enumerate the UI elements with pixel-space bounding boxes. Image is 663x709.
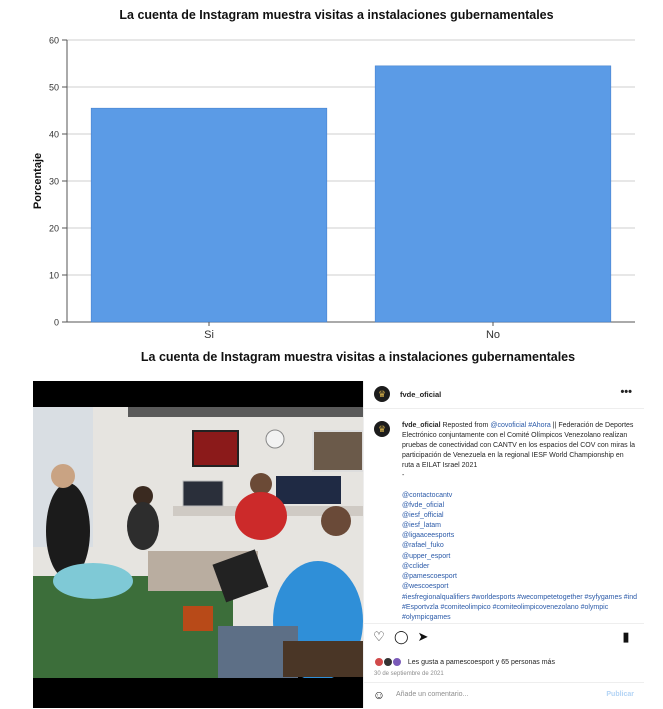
- likes-text: Les gusta a pamescoesport y 65 personas más: [407, 658, 555, 666]
- heart-icon[interactable]: ♡: [373, 629, 385, 644]
- emoji-icon[interactable]: ☺: [372, 688, 386, 702]
- mention-link[interactable]: @rafael_fuko: [402, 542, 444, 550]
- bar: [375, 66, 611, 322]
- mention-link[interactable]: @iesf_official: [402, 512, 444, 520]
- instagram-post: [33, 381, 643, 708]
- caption-username[interactable]: fvde_oficial: [402, 422, 441, 429]
- mention-link[interactable]: @ligaaceesports: [402, 532, 455, 540]
- mention-link[interactable]: @pamescoesport: [402, 572, 457, 580]
- chart-title: La cuenta de Instagram muestra visitas a instalaciones gubernamentales: [119, 8, 554, 22]
- y-tick-label: 10: [48, 270, 59, 281]
- y-tick-label: 40: [48, 129, 59, 140]
- hashtag-list[interactable]: #iesfregionalqualifiers #worldesports #wecompetetogether #syfygames #ind #Esportvzla #comiteolimpico #comiteolimpicovenezolano #olympic #olympicgames: [402, 594, 638, 621]
- caption-prefix: Reposted from: [442, 422, 489, 429]
- x-tick-label: No: [485, 329, 501, 341]
- comment-input[interactable]: Añade un comentario...: [396, 691, 469, 698]
- caption-mention[interactable]: @covoficial: [490, 422, 527, 429]
- post-panel: [363, 381, 644, 708]
- mention-link[interactable]: @upper_esport: [402, 552, 451, 560]
- y-tick-label: 60: [48, 35, 59, 46]
- post-date: 30 de septiembre de 2021: [374, 671, 444, 677]
- y-axis-label: Porcentaje: [32, 152, 44, 210]
- post-header: [364, 381, 644, 409]
- bar: [91, 108, 327, 322]
- caption-dash: -: [402, 472, 405, 479]
- meeting-room-photo: [33, 381, 363, 708]
- y-tick-label: 30: [48, 176, 59, 187]
- y-tick-label: 0: [53, 317, 59, 328]
- mention-link[interactable]: @cclider: [402, 562, 430, 570]
- mention-link[interactable]: @contactocantv: [402, 492, 453, 499]
- post-photo[interactable]: [33, 381, 363, 708]
- mention-link[interactable]: @wescoesport: [402, 582, 449, 590]
- more-options-icon[interactable]: •••: [620, 386, 632, 398]
- caption-avatar[interactable]: ♛: [374, 421, 390, 437]
- comment-bar: [364, 682, 644, 709]
- mention-link[interactable]: @fvde_oficial: [402, 502, 445, 510]
- share-icon[interactable]: ➤: [417, 629, 429, 644]
- profile-avatar[interactable]: ♛: [374, 386, 390, 402]
- publish-button[interactable]: Publicar: [606, 691, 634, 698]
- mention-link[interactable]: @iesf_latam: [402, 522, 442, 530]
- y-tick-label: 20: [48, 223, 59, 234]
- post-caption: [402, 421, 637, 481]
- bookmark-icon[interactable]: ▮: [622, 629, 630, 644]
- bar-chart: [0, 0, 663, 350]
- caption-body: || Federación de Deportes Electrónico conjuntamente con el Comité Olímpicos Venezolano realizan pruebas de conectividad con CANTV en los espacios del COV con miras la participación de Venezuela en la regional IESF World Championship en ruta a EILAT Israel 2021: [402, 422, 636, 469]
- caption-hashtag[interactable]: #Ahora: [528, 422, 551, 429]
- likes-summary[interactable]: [374, 657, 555, 667]
- comment-icon[interactable]: ◯: [394, 629, 409, 644]
- figure-caption: La cuenta de Instagram muestra visitas a instalaciones gubernamentales: [140, 350, 576, 364]
- action-bar: [364, 623, 644, 684]
- x-tick-label: Si: [204, 329, 214, 341]
- liker-avatar: [392, 657, 402, 667]
- mention-list: [402, 491, 632, 592]
- y-tick-label: 50: [48, 82, 59, 93]
- post-username[interactable]: fvde_oficial: [400, 390, 442, 399]
